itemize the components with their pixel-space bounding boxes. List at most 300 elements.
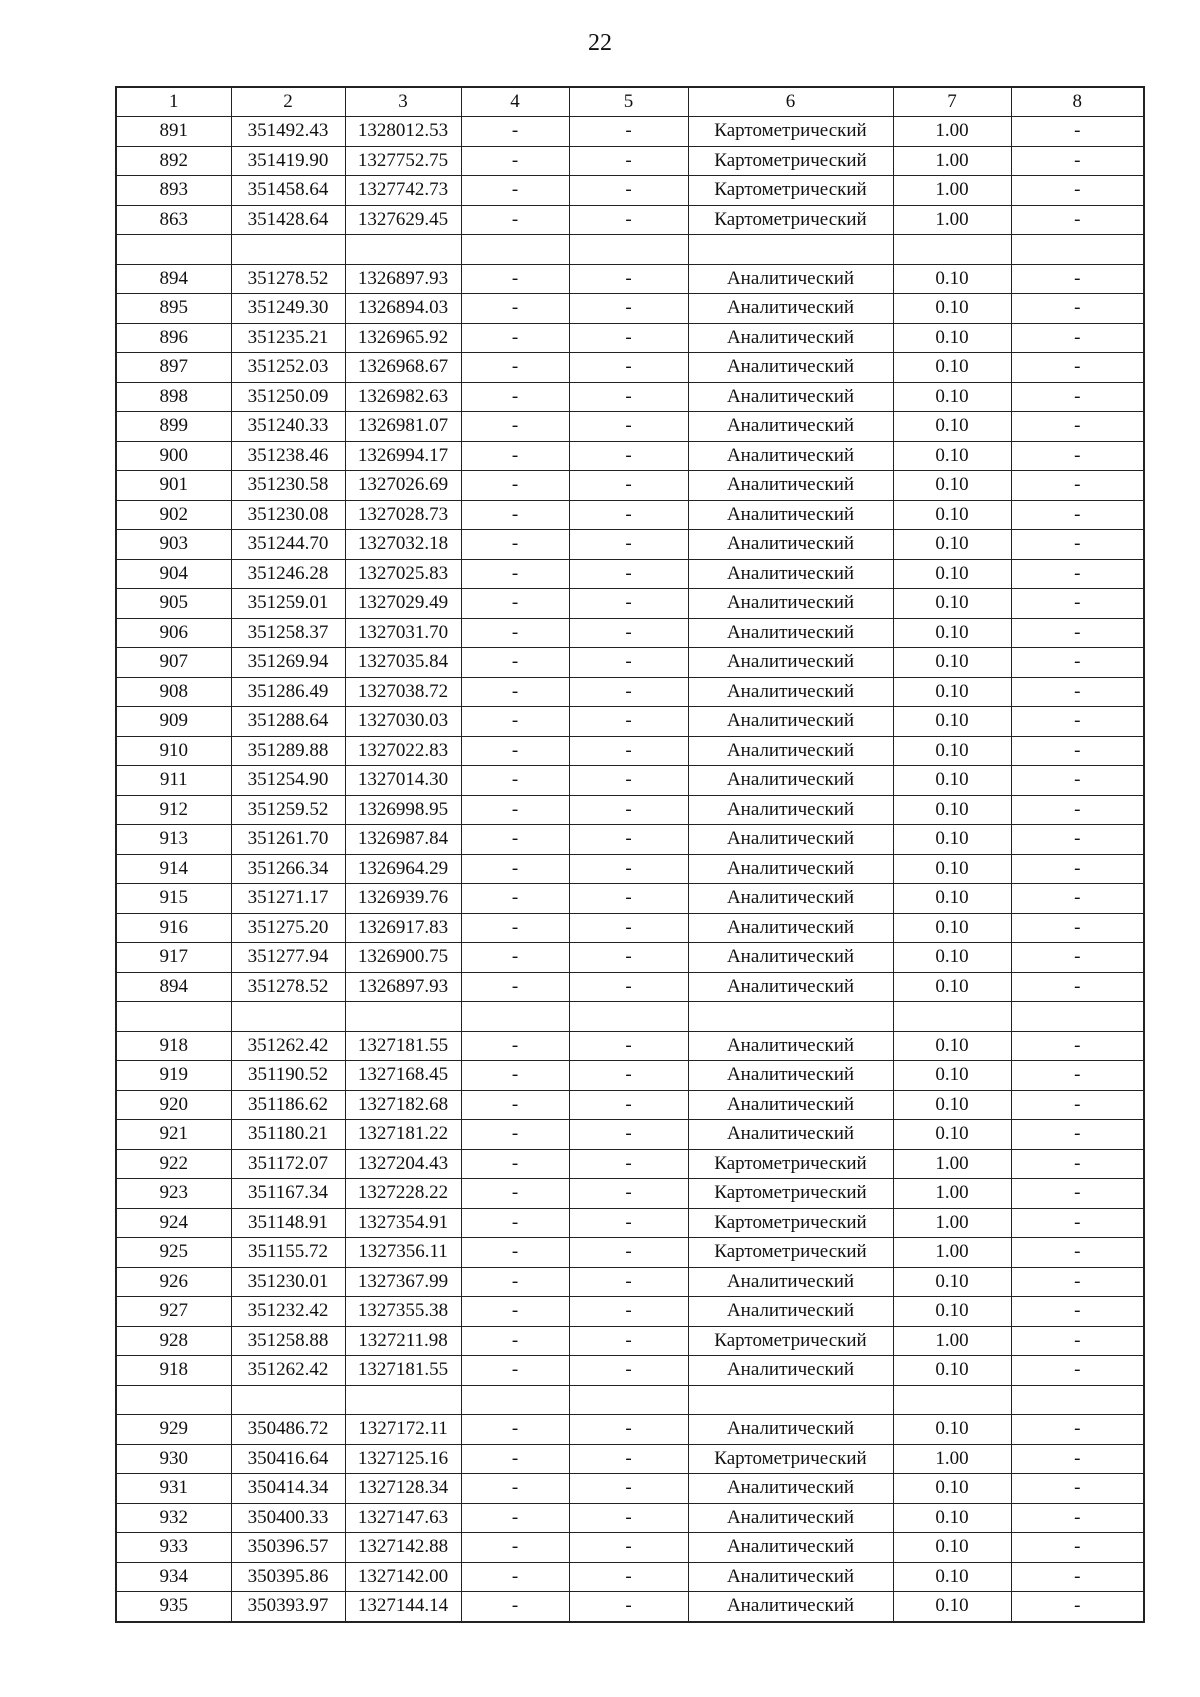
table-cell-col-2: 351244.70 bbox=[231, 530, 345, 560]
table-cell-col-2 bbox=[231, 235, 345, 265]
table-cell-col-6: Аналитический bbox=[688, 1533, 893, 1563]
table-cell-col-7: 1.00 bbox=[893, 1208, 1011, 1238]
table-cell-col-3: 1327181.55 bbox=[345, 1356, 461, 1386]
table-cell-col-8: - bbox=[1011, 589, 1144, 619]
table-cell-col-2: 350395.86 bbox=[231, 1562, 345, 1592]
table-cell-col-2: 351240.33 bbox=[231, 412, 345, 442]
table-cell-col-8: - bbox=[1011, 1090, 1144, 1120]
table-cell-col-3: 1326917.83 bbox=[345, 913, 461, 943]
table-cell-col-8: - bbox=[1011, 1444, 1144, 1474]
table-cell-col-3: 1327022.83 bbox=[345, 736, 461, 766]
table-cell-col-6 bbox=[688, 1385, 893, 1415]
table-cell-col-6: Аналитический bbox=[688, 618, 893, 648]
table-cell-col-5: - bbox=[569, 1238, 688, 1268]
table-cell-col-4: - bbox=[461, 1179, 569, 1209]
table-header-row bbox=[116, 87, 1144, 117]
table-cell-col-6: Аналитический bbox=[688, 589, 893, 619]
table-row bbox=[116, 736, 1144, 766]
table-cell-col-2: 351458.64 bbox=[231, 176, 345, 206]
table-cell-col-7 bbox=[893, 1385, 1011, 1415]
table-cell-col-4: - bbox=[461, 1267, 569, 1297]
table-cell-col-1: 921 bbox=[116, 1120, 231, 1150]
table-cell-col-6: Аналитический bbox=[688, 1120, 893, 1150]
table-cell-col-1: 915 bbox=[116, 884, 231, 914]
table-cell-col-7: 0.10 bbox=[893, 471, 1011, 501]
table-row bbox=[116, 1503, 1144, 1533]
table-cell-col-8: - bbox=[1011, 795, 1144, 825]
table-cell-col-2: 351254.90 bbox=[231, 766, 345, 796]
table-cell-col-1: 924 bbox=[116, 1208, 231, 1238]
table-cell-col-5: - bbox=[569, 589, 688, 619]
table-body bbox=[116, 117, 1144, 1622]
table-cell-col-3: 1327032.18 bbox=[345, 530, 461, 560]
table-cell-col-1: 911 bbox=[116, 766, 231, 796]
table-cell-col-7: 0.10 bbox=[893, 382, 1011, 412]
table-cell-col-7: 0.10 bbox=[893, 795, 1011, 825]
table-cell-col-3: 1327367.99 bbox=[345, 1267, 461, 1297]
table-cell-col-6: Аналитический bbox=[688, 1090, 893, 1120]
table-row bbox=[116, 1267, 1144, 1297]
table-cell-col-8: - bbox=[1011, 943, 1144, 973]
table-cell-col-7: 0.10 bbox=[893, 1503, 1011, 1533]
table-cell-col-3: 1327028.73 bbox=[345, 500, 461, 530]
table-cell-col-5: - bbox=[569, 1474, 688, 1504]
table-row bbox=[116, 500, 1144, 530]
table-cell-col-5: - bbox=[569, 1090, 688, 1120]
table-cell-col-6: Аналитический bbox=[688, 412, 893, 442]
table-cell-col-7: 0.10 bbox=[893, 1474, 1011, 1504]
table-cell-col-6: Картометрический bbox=[688, 205, 893, 235]
table-cell-col-3: 1327181.22 bbox=[345, 1120, 461, 1150]
table-cell-col-1: 935 bbox=[116, 1592, 231, 1622]
table-cell-col-4: - bbox=[461, 146, 569, 176]
table-cell-col-6: Аналитический bbox=[688, 854, 893, 884]
table-cell-col-4: - bbox=[461, 943, 569, 973]
table-cell-col-5: - bbox=[569, 1503, 688, 1533]
table-cell-col-3: 1327204.43 bbox=[345, 1149, 461, 1179]
table-cell-col-8: - bbox=[1011, 618, 1144, 648]
table-cell-col-5: - bbox=[569, 559, 688, 589]
table-cell-col-4 bbox=[461, 1385, 569, 1415]
table-cell-col-4: - bbox=[461, 913, 569, 943]
table-cell-col-6: Аналитический bbox=[688, 1562, 893, 1592]
table-cell-col-7: 0.10 bbox=[893, 766, 1011, 796]
table-cell-col-8: - bbox=[1011, 146, 1144, 176]
table-cell-col-7 bbox=[893, 1002, 1011, 1032]
table-cell-col-3: 1327354.91 bbox=[345, 1208, 461, 1238]
table-cell-col-6: Картометрический bbox=[688, 117, 893, 147]
table-cell-col-6: Аналитический bbox=[688, 648, 893, 678]
table-cell-col-4: - bbox=[461, 1297, 569, 1327]
column-header-2: 2 bbox=[231, 87, 345, 117]
table-cell-col-3 bbox=[345, 1002, 461, 1032]
table-cell-col-2: 351278.52 bbox=[231, 264, 345, 294]
table-cell-col-7: 1.00 bbox=[893, 117, 1011, 147]
table-row bbox=[116, 1090, 1144, 1120]
table-cell-col-4: - bbox=[461, 1061, 569, 1091]
table-cell-col-2: 351230.01 bbox=[231, 1267, 345, 1297]
table-cell-col-5: - bbox=[569, 618, 688, 648]
table-cell-col-1: 930 bbox=[116, 1444, 231, 1474]
table-cell-col-4: - bbox=[461, 1415, 569, 1445]
table-cell-col-4: - bbox=[461, 1208, 569, 1238]
table-cell-col-8: - bbox=[1011, 1533, 1144, 1563]
table-cell-col-2: 351258.88 bbox=[231, 1326, 345, 1356]
table-cell-col-7: 1.00 bbox=[893, 1326, 1011, 1356]
table-cell-col-5: - bbox=[569, 1061, 688, 1091]
table-cell-col-6: Картометрический bbox=[688, 1326, 893, 1356]
table-cell-col-3: 1327752.75 bbox=[345, 146, 461, 176]
table-cell-col-1: 918 bbox=[116, 1356, 231, 1386]
table-cell-col-5: - bbox=[569, 353, 688, 383]
table-cell-col-4: - bbox=[461, 766, 569, 796]
column-header-6: 6 bbox=[688, 87, 893, 117]
table-cell-col-4: - bbox=[461, 677, 569, 707]
table-cell-col-1: 893 bbox=[116, 176, 231, 206]
table-cell-col-5: - bbox=[569, 264, 688, 294]
table-cell-col-2: 350393.97 bbox=[231, 1592, 345, 1622]
table-cell-col-5 bbox=[569, 235, 688, 265]
table-cell-col-6: Аналитический bbox=[688, 1267, 893, 1297]
table-cell-col-5: - bbox=[569, 943, 688, 973]
table-cell-col-2: 351262.42 bbox=[231, 1356, 345, 1386]
table-cell-col-1 bbox=[116, 235, 231, 265]
table-cell-col-1: 892 bbox=[116, 146, 231, 176]
table-cell-col-7: 0.10 bbox=[893, 353, 1011, 383]
table-cell-col-2: 351235.21 bbox=[231, 323, 345, 353]
table-cell-col-4: - bbox=[461, 500, 569, 530]
table-cell-col-4: - bbox=[461, 1562, 569, 1592]
table-row bbox=[116, 530, 1144, 560]
table-cell-col-4 bbox=[461, 235, 569, 265]
table-cell-col-7: 0.10 bbox=[893, 736, 1011, 766]
table-cell-col-8: - bbox=[1011, 1238, 1144, 1268]
table-cell-col-4: - bbox=[461, 648, 569, 678]
table-cell-col-8: - bbox=[1011, 1179, 1144, 1209]
table-cell-col-6: Аналитический bbox=[688, 353, 893, 383]
table-cell-col-4: - bbox=[461, 795, 569, 825]
table-cell-col-5: - bbox=[569, 530, 688, 560]
table-cell-col-1: 904 bbox=[116, 559, 231, 589]
table-cell-col-7: 0.10 bbox=[893, 1562, 1011, 1592]
table-cell-col-8: - bbox=[1011, 1031, 1144, 1061]
table-cell-col-6: Аналитический bbox=[688, 825, 893, 855]
table-cell-col-3: 1326982.63 bbox=[345, 382, 461, 412]
table-cell-col-7: 0.10 bbox=[893, 854, 1011, 884]
table-row bbox=[116, 1592, 1144, 1622]
table-cell-col-7: 0.10 bbox=[893, 707, 1011, 737]
table-cell-col-5: - bbox=[569, 854, 688, 884]
table-cell-col-5: - bbox=[569, 1533, 688, 1563]
table-cell-col-3: 1328012.53 bbox=[345, 117, 461, 147]
table-cell-col-1: 926 bbox=[116, 1267, 231, 1297]
table-cell-col-1: 917 bbox=[116, 943, 231, 973]
table-cell-col-3: 1327182.68 bbox=[345, 1090, 461, 1120]
table-cell-col-1: 894 bbox=[116, 264, 231, 294]
table-cell-col-7: 1.00 bbox=[893, 176, 1011, 206]
table-cell-col-5: - bbox=[569, 500, 688, 530]
table-cell-col-5 bbox=[569, 1385, 688, 1415]
table-cell-col-1 bbox=[116, 1002, 231, 1032]
table-cell-col-6: Аналитический bbox=[688, 972, 893, 1002]
table-row bbox=[116, 972, 1144, 1002]
table-cell-col-7: 1.00 bbox=[893, 1149, 1011, 1179]
table-cell-col-1: 905 bbox=[116, 589, 231, 619]
table-cell-col-6: Аналитический bbox=[688, 677, 893, 707]
table-cell-col-8: - bbox=[1011, 1474, 1144, 1504]
table-cell-col-1: 922 bbox=[116, 1149, 231, 1179]
table-cell-col-8: - bbox=[1011, 1208, 1144, 1238]
table-cell-col-1: 891 bbox=[116, 117, 231, 147]
table-cell-col-6: Аналитический bbox=[688, 323, 893, 353]
table-cell-col-7: 0.10 bbox=[893, 648, 1011, 678]
table-cell-col-8: - bbox=[1011, 441, 1144, 471]
table-cell-col-7: 0.10 bbox=[893, 1297, 1011, 1327]
table-row bbox=[116, 559, 1144, 589]
table-cell-col-5: - bbox=[569, 117, 688, 147]
table-cell-col-2: 351258.37 bbox=[231, 618, 345, 648]
table-cell-col-4: - bbox=[461, 264, 569, 294]
table-cell-col-5: - bbox=[569, 471, 688, 501]
table-row bbox=[116, 1238, 1144, 1268]
table-row bbox=[116, 943, 1144, 973]
table-cell-col-6: Аналитический bbox=[688, 1031, 893, 1061]
table-cell-col-3: 1327172.11 bbox=[345, 1415, 461, 1445]
table-cell-col-2: 351288.64 bbox=[231, 707, 345, 737]
table-row bbox=[116, 323, 1144, 353]
table-cell-col-1: 910 bbox=[116, 736, 231, 766]
table-cell-col-4: - bbox=[461, 1474, 569, 1504]
table-cell-col-6: Аналитический bbox=[688, 471, 893, 501]
table-cell-col-2: 351167.34 bbox=[231, 1179, 345, 1209]
table-cell-col-7: 0.10 bbox=[893, 1415, 1011, 1445]
page-number: 22 bbox=[588, 30, 612, 56]
table-cell-col-2: 351286.49 bbox=[231, 677, 345, 707]
table-cell-col-4: - bbox=[461, 1031, 569, 1061]
table-cell-col-1: 908 bbox=[116, 677, 231, 707]
table-cell-col-1: 923 bbox=[116, 1179, 231, 1209]
table-cell-col-5: - bbox=[569, 736, 688, 766]
table-cell-col-4: - bbox=[461, 294, 569, 324]
table-cell-col-3: 1327629.45 bbox=[345, 205, 461, 235]
table-cell-col-7: 0.10 bbox=[893, 264, 1011, 294]
table-cell-col-1: 918 bbox=[116, 1031, 231, 1061]
table-row bbox=[116, 1061, 1144, 1091]
table-cell-col-4: - bbox=[461, 1238, 569, 1268]
table-cell-col-1: 897 bbox=[116, 353, 231, 383]
table-row bbox=[116, 618, 1144, 648]
table-cell-col-8: - bbox=[1011, 205, 1144, 235]
table-cell-col-6: Картометрический bbox=[688, 176, 893, 206]
table-cell-col-6: Аналитический bbox=[688, 559, 893, 589]
table-cell-col-7: 1.00 bbox=[893, 205, 1011, 235]
table-cell-col-3 bbox=[345, 235, 461, 265]
table-cell-col-7: 0.10 bbox=[893, 294, 1011, 324]
table-cell-col-8: - bbox=[1011, 559, 1144, 589]
table-cell-col-8 bbox=[1011, 1002, 1144, 1032]
table-cell-col-4: - bbox=[461, 1356, 569, 1386]
table-cell-col-4: - bbox=[461, 1120, 569, 1150]
table-cell-col-5: - bbox=[569, 677, 688, 707]
table-cell-col-4: - bbox=[461, 1592, 569, 1622]
table-cell-col-7 bbox=[893, 235, 1011, 265]
table-row bbox=[116, 795, 1144, 825]
table-cell-col-4: - bbox=[461, 618, 569, 648]
table-cell-col-3: 1327142.00 bbox=[345, 1562, 461, 1592]
table-cell-col-2: 351249.30 bbox=[231, 294, 345, 324]
table-cell-col-5: - bbox=[569, 176, 688, 206]
table-cell-col-2: 350416.64 bbox=[231, 1444, 345, 1474]
table-row bbox=[116, 913, 1144, 943]
table-cell-col-1: 907 bbox=[116, 648, 231, 678]
table-cell-col-2: 351230.58 bbox=[231, 471, 345, 501]
table-cell-col-8: - bbox=[1011, 1267, 1144, 1297]
column-header-7: 7 bbox=[893, 87, 1011, 117]
table-cell-col-7: 0.10 bbox=[893, 1592, 1011, 1622]
table-cell-col-4: - bbox=[461, 972, 569, 1002]
table-cell-col-5: - bbox=[569, 972, 688, 1002]
table-cell-col-3: 1326900.75 bbox=[345, 943, 461, 973]
table-cell-col-6: Аналитический bbox=[688, 1061, 893, 1091]
table-row bbox=[116, 589, 1144, 619]
table-cell-col-2: 351428.64 bbox=[231, 205, 345, 235]
table-cell-col-1: 901 bbox=[116, 471, 231, 501]
table-row bbox=[116, 1562, 1144, 1592]
table-cell-col-8 bbox=[1011, 235, 1144, 265]
table-cell-col-6: Аналитический bbox=[688, 736, 893, 766]
table-cell-col-6: Аналитический bbox=[688, 1415, 893, 1445]
table-cell-col-3: 1327038.72 bbox=[345, 677, 461, 707]
table-cell-col-3: 1326981.07 bbox=[345, 412, 461, 442]
table-cell-col-5: - bbox=[569, 1562, 688, 1592]
table-cell-col-6: Аналитический bbox=[688, 1356, 893, 1386]
table-cell-col-6: Аналитический bbox=[688, 707, 893, 737]
table-cell-col-6: Картометрический bbox=[688, 146, 893, 176]
table-cell-col-8: - bbox=[1011, 264, 1144, 294]
table-cell-col-7: 0.10 bbox=[893, 530, 1011, 560]
table-row bbox=[116, 264, 1144, 294]
table-cell-col-1: 909 bbox=[116, 707, 231, 737]
table-cell-col-1: 902 bbox=[116, 500, 231, 530]
table-cell-col-3: 1327356.11 bbox=[345, 1238, 461, 1268]
column-header-3: 3 bbox=[345, 87, 461, 117]
table-cell-col-7: 0.10 bbox=[893, 972, 1011, 1002]
table-cell-col-3: 1327211.98 bbox=[345, 1326, 461, 1356]
table-cell-col-4: - bbox=[461, 1503, 569, 1533]
table-row bbox=[116, 1533, 1144, 1563]
table-cell-col-1: 934 bbox=[116, 1562, 231, 1592]
table-cell-col-7: 0.10 bbox=[893, 618, 1011, 648]
table-cell-col-4: - bbox=[461, 382, 569, 412]
table-cell-col-8: - bbox=[1011, 471, 1144, 501]
table-cell-col-4 bbox=[461, 1002, 569, 1032]
table-cell-col-4: - bbox=[461, 825, 569, 855]
table-cell-col-1: 900 bbox=[116, 441, 231, 471]
table-cell-col-8: - bbox=[1011, 972, 1144, 1002]
table-cell-col-4: - bbox=[461, 353, 569, 383]
table-cell-col-4: - bbox=[461, 884, 569, 914]
table-cell-col-3: 1327031.70 bbox=[345, 618, 461, 648]
table-cell-col-2: 351230.08 bbox=[231, 500, 345, 530]
table-cell-col-3: 1327025.83 bbox=[345, 559, 461, 589]
table-cell-col-4: - bbox=[461, 412, 569, 442]
table-cell-col-7: 0.10 bbox=[893, 825, 1011, 855]
table-cell-col-4: - bbox=[461, 441, 569, 471]
table-cell-col-3: 1326994.17 bbox=[345, 441, 461, 471]
table-cell-col-1: 903 bbox=[116, 530, 231, 560]
table-row bbox=[116, 117, 1144, 147]
table-cell-col-8: - bbox=[1011, 854, 1144, 884]
table-cell-col-3: 1327147.63 bbox=[345, 1503, 461, 1533]
table-cell-col-3: 1326998.95 bbox=[345, 795, 461, 825]
table-cell-col-8: - bbox=[1011, 707, 1144, 737]
table-cell-col-8: - bbox=[1011, 1149, 1144, 1179]
table-cell-col-8: - bbox=[1011, 884, 1144, 914]
table-cell-col-6: Аналитический bbox=[688, 913, 893, 943]
table-cell-col-5: - bbox=[569, 1031, 688, 1061]
table-cell-col-2: 351155.72 bbox=[231, 1238, 345, 1268]
table-cell-col-2: 351261.70 bbox=[231, 825, 345, 855]
table-cell-col-1: 896 bbox=[116, 323, 231, 353]
table-cell-col-4: - bbox=[461, 736, 569, 766]
table-cell-col-5: - bbox=[569, 323, 688, 353]
table-cell-col-6: Аналитический bbox=[688, 1503, 893, 1533]
table-cell-col-1: 913 bbox=[116, 825, 231, 855]
table-cell-col-7: 0.10 bbox=[893, 589, 1011, 619]
table-cell-col-8: - bbox=[1011, 1503, 1144, 1533]
table-cell-col-5: - bbox=[569, 1415, 688, 1445]
table-cell-col-5: - bbox=[569, 1356, 688, 1386]
table-cell-col-2: 351277.94 bbox=[231, 943, 345, 973]
table-cell-col-8: - bbox=[1011, 736, 1144, 766]
table-cell-col-7: 0.10 bbox=[893, 1533, 1011, 1563]
table-cell-col-4: - bbox=[461, 471, 569, 501]
table-row bbox=[116, 382, 1144, 412]
table-cell-col-6: Картометрический bbox=[688, 1179, 893, 1209]
table-cell-col-7: 0.10 bbox=[893, 1267, 1011, 1297]
table-cell-col-2: 351266.34 bbox=[231, 854, 345, 884]
table-cell-col-2 bbox=[231, 1002, 345, 1032]
table-cell-col-3 bbox=[345, 1385, 461, 1415]
table-cell-col-3: 1327029.49 bbox=[345, 589, 461, 619]
table-cell-col-1: 927 bbox=[116, 1297, 231, 1327]
table-cell-col-1: 895 bbox=[116, 294, 231, 324]
table-row bbox=[116, 1179, 1144, 1209]
table-cell-col-6: Картометрический bbox=[688, 1208, 893, 1238]
column-header-4: 4 bbox=[461, 87, 569, 117]
table-row bbox=[116, 1474, 1144, 1504]
table-cell-col-8: - bbox=[1011, 1562, 1144, 1592]
table-cell-col-6: Аналитический bbox=[688, 294, 893, 324]
table-cell-col-7: 0.10 bbox=[893, 884, 1011, 914]
table-cell-col-2: 351172.07 bbox=[231, 1149, 345, 1179]
table-cell-col-4: - bbox=[461, 707, 569, 737]
table-cell-col-4: - bbox=[461, 1533, 569, 1563]
table-cell-col-2: 351246.28 bbox=[231, 559, 345, 589]
table-cell-col-7: 1.00 bbox=[893, 1179, 1011, 1209]
table-cell-col-5: - bbox=[569, 1179, 688, 1209]
table-cell-col-3: 1326897.93 bbox=[345, 264, 461, 294]
table-row bbox=[116, 441, 1144, 471]
table-cell-col-7: 0.10 bbox=[893, 500, 1011, 530]
table-row bbox=[116, 1297, 1144, 1327]
table-cell-col-2: 350414.34 bbox=[231, 1474, 345, 1504]
table-row bbox=[116, 1356, 1144, 1386]
table-cell-col-1: 919 bbox=[116, 1061, 231, 1091]
table-cell-col-1: 912 bbox=[116, 795, 231, 825]
table-cell-col-8 bbox=[1011, 1385, 1144, 1415]
table-row bbox=[116, 1326, 1144, 1356]
